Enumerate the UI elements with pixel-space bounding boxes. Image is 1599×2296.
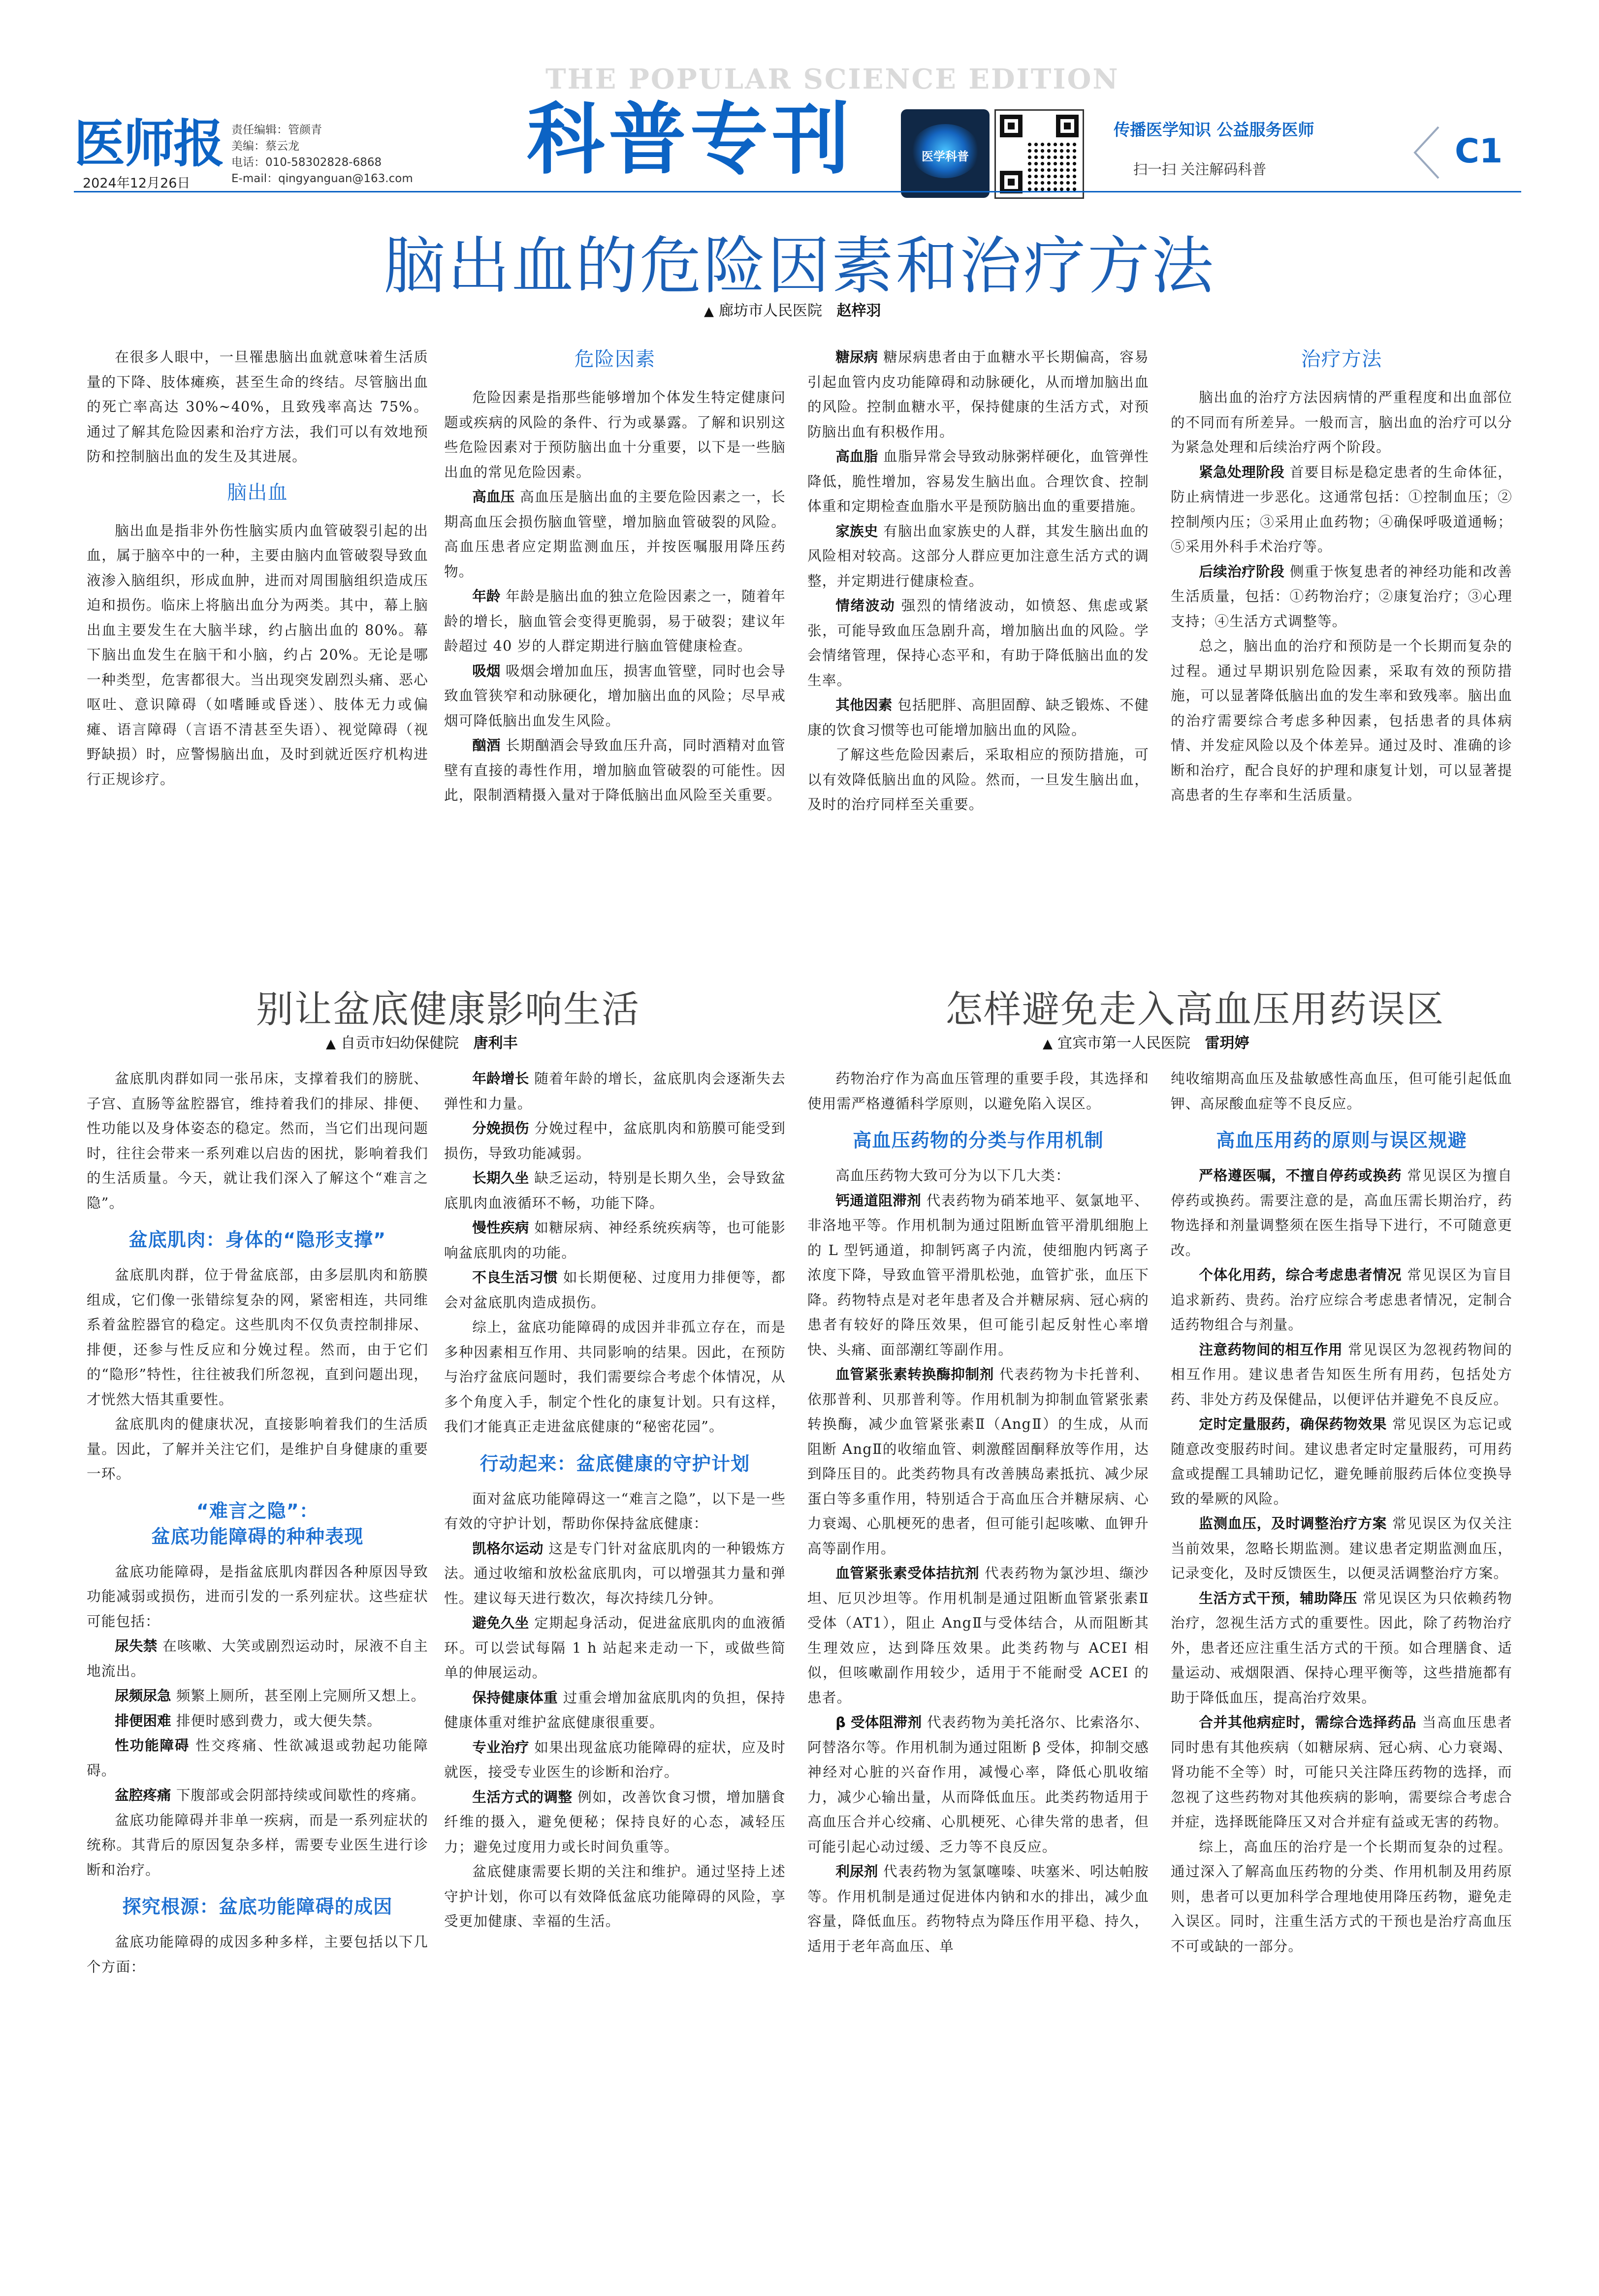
symptom-term: 尿频尿急: [115, 1687, 171, 1704]
principle-term: 严格遵医嘱，不擅自停药或换药: [1199, 1167, 1402, 1184]
plan-desc: 例如，改善饮食习惯，增加膳食纤维的摄入，避免便秘；保持良好的心态，减轻压力；避免过度用力或长时间负重等。: [444, 1788, 786, 1855]
risk-term: 吸烟: [472, 662, 501, 679]
section-heading: “难言之隐”：: [196, 1500, 319, 1522]
risk-desc: 强烈的情绪波动，如愤怒、焦虑或紧张，可能导致血压急剧升高，增加脑出血的风险。学会情绪管理，保持心态平和，有助于降低脑出血的发生率。: [807, 597, 1149, 689]
plan-desc: 如果出现盆底功能障碍的症状，应及时就医，接受专业医生的诊断和治疗。: [444, 1738, 786, 1780]
science-badge-image: [901, 109, 990, 198]
drug-class-term: β 受体阻滞剂: [835, 1714, 922, 1730]
article3-column-2: [1171, 1066, 1512, 1958]
paragraph: 盆底肌肉的健康状况，直接影响着我们的生活质量。因此，了解并关注它们，是维护自身健康的重要一环。: [87, 1415, 428, 1482]
symptom-desc: 下腹部或会阴部持续或间歇性的疼痛。: [176, 1787, 426, 1803]
symptom-desc: 在咳嗽、大笑或剧烈运动时，尿液不自主地流出。: [87, 1637, 428, 1679]
cause-item: [444, 1116, 786, 1165]
principle-item: [1171, 1337, 1512, 1412]
symptom-item: [87, 1733, 428, 1783]
treatment-stage: [1171, 559, 1512, 634]
article3-author: 雷玥婷: [1205, 1035, 1249, 1052]
risk-desc: 吸烟会增加血压，损害血管壁，同时也会导致血管狭窄和动脉硬化，增加脑出血的风险；尽早戒烟可降低脑出血发生风险。: [444, 662, 786, 729]
plan-term: 生活方式的调整: [472, 1788, 573, 1805]
editor-line: 责任编辑：管颜青: [231, 124, 322, 136]
risk-item: [807, 692, 1149, 742]
cause-desc: 随着年龄的增长，盆底肌肉会逐渐失去弹性和力量。: [444, 1070, 786, 1112]
cause-desc: 分娩过程中，盆底肌肉和筋膜可能受到损伤，导致功能减弱。: [444, 1120, 786, 1162]
principle-item: [1171, 1586, 1512, 1710]
drug-class-desc: 代表药物为氢氯噻嗪、呋塞米、吲达帕胺等。作用机制是通过促进体内钠和水的排出，减少血容量，降低血压。药物特点为降压作用平稳、持久，适用于老年高血压、单: [807, 1863, 1149, 1954]
edition-english: THE POPULAR SCIENCE EDITION: [545, 63, 1119, 95]
risk-term: 家族史: [835, 522, 878, 539]
principle-item: [1171, 1262, 1512, 1337]
designer-line: 美编：蔡云龙: [231, 140, 299, 153]
email-line: E-mail：qingyanguan@163.com: [231, 172, 413, 185]
principle-term: 定时定量服药，确保药物效果: [1199, 1415, 1387, 1432]
risk-item: [444, 659, 786, 733]
principle-item: [1171, 1710, 1512, 1834]
risk-term: 酗酒: [472, 737, 501, 754]
cause-term: 长期久坐: [472, 1169, 529, 1186]
section-heading: 探究根源：盆底功能障碍的成因: [122, 1896, 393, 1918]
issue-date: 2024年12月26日: [83, 176, 191, 191]
article2-title: 别让盆底健康影响生活: [256, 987, 640, 1031]
principle-desc: 常见误区为擅自停药或换药。需要注意的是，高血压需长期治疗，药物选择和剂量调整须在医生指导下进行，不可随意更改。: [1171, 1167, 1512, 1258]
drug-class-term: 血管紧张素受体拮抗剂: [835, 1565, 980, 1581]
section-heading: 盆底功能障碍的种种表现: [151, 1525, 364, 1547]
header-rule: [74, 191, 1521, 192]
section-heading: 盆底肌肉：身体的“隐形支撑”: [128, 1229, 386, 1251]
cause-term: 年龄增长: [472, 1070, 529, 1087]
paragraph: 总之，脑出血的治疗和预防是一个长期而复杂的过程。通过早期识别危险因素，采取有效的预防措施，可以显著降低脑出血的发生率和致残率。脑出血的治疗需要综合考虑多种因素，包括患者的具体病情、并发症风险以及个体差异。通过及时、准确的诊断和治疗，配合良好的护理和康复计划，可以显著提高患者的生存率和生活质量。: [1171, 637, 1512, 803]
drug-class-desc: 代表药物为氯沙坦、缬沙坦、厄贝沙坦等。作用机制是通过阻断血管紧张素Ⅱ受体（AT1），阻止 AngⅡ与受体结合，从而阻断其生理效应，达到降压效果。此类药物与 ACEI 相似，但咳嗽副作用较少，适用于不能耐受 ACEI 的患者。: [807, 1565, 1149, 1706]
article1-title: 脑出血的危险因素和治疗方法: [384, 230, 1215, 302]
symptom-desc: 性交疼痛、性欲减退或勃起功能障碍。: [87, 1737, 428, 1779]
section-heading: 高血压用药的原则与误区规避: [1216, 1130, 1467, 1151]
principle-item: [1171, 1412, 1512, 1511]
risk-term: 情绪波动: [835, 597, 895, 614]
risk-item: [444, 584, 786, 659]
cause-term: 慢性疾病: [472, 1219, 529, 1236]
paragraph: 综上，盆底功能障碍的成因并非孤立存在，而是多种因素相互作用、共同影响的结果。因此，在预防与治疗盆底问题时，我们需要综合考虑个体情况，从多个角度入手，制定个性化的康复计划。只有这样，我们才能真正走进盆底健康的“秘密花园”。: [444, 1319, 786, 1435]
risk-desc: 糖尿病患者由于血糖水平长期偏高，容易引起血管内皮功能障碍和动脉硬化，从而增加脑出血的风险。控制血糖水平，保持健康的生活方式，对预防脑出血有积极作用。: [807, 348, 1149, 440]
principle-desc: 常见误区为忽视药物间的相互作用。建议患者告知医生所有用药，包括处方药、非处方药及保健品，以便评估并避免不良反应。: [1171, 1341, 1512, 1408]
stage-desc: 首要目标是稳定患者的生命体征，防止病情进一步恶化。这通常包括：①控制血压；②控制颅内压；③采用止血药物；④确保呼吸道通畅；⑤采用外科手术治疗等。: [1171, 463, 1512, 555]
article2-author: 唐利丰: [473, 1035, 518, 1052]
stage-desc: 侧重于恢复患者的神经功能和改善生活质量，包括：①药物治疗；②康复治疗；③心理支持；④生活方式调整等。: [1171, 563, 1512, 629]
article1-column-2: [444, 345, 786, 808]
drug-class-term: 血管紧张素转换酶抑制剂: [835, 1366, 994, 1383]
paragraph-continued: 纯收缩期高血压及盐敏感性高血压，但可能引起低血钾、高尿酸血症等不良反应。: [1171, 1070, 1512, 1112]
risk-desc: 有脑出血家族史的人群，其发生脑出血的风险相对较高。这部分人群应更加注意生活方式的调整，并定期进行健康检查。: [807, 522, 1149, 589]
page-number: C1: [1455, 132, 1503, 171]
plan-desc: 过重会增加盆底肌肉的负担，保持健康体重对维护盆底健康很重要。: [444, 1689, 786, 1730]
risk-item: [444, 733, 786, 808]
cause-desc: 缺乏运动，特别是长期久坐，会导致盆底肌肉血液循环不畅，功能下降。: [444, 1169, 786, 1211]
slogan-primary: 传播医学知识 公益服务医师: [1114, 120, 1314, 139]
section-heading: 脑出血: [227, 481, 288, 504]
plan-item: [444, 1785, 786, 1859]
risk-desc: 长期酗酒会导致血压升高，同时酒精对血管壁有直接的毒性作用，增加脑血管破裂的可能性。因此，限制酒精摄入量对于降低脑出血风险至关重要。: [444, 737, 786, 803]
article3-byline: [1043, 1031, 1249, 1052]
article1-column-3: [807, 345, 1149, 817]
cause-desc: 如糖尿病、神经系统疾病等，也可能影响盆底肌肉的功能。: [444, 1219, 786, 1261]
paragraph: 盆底功能障碍的成因多种多样，主要包括以下几个方面：: [87, 1933, 428, 1975]
article1-byline: [704, 298, 881, 320]
section-heading: 危险因素: [574, 348, 656, 371]
paragraph: 盆底功能障碍并非单一疾病，而是一系列症状的统称。其背后的原因复杂多样，需要专业医生进行诊断和治疗。: [87, 1811, 428, 1878]
treatment-stage: [1171, 460, 1512, 559]
principle-term: 注意药物间的相互作用: [1199, 1341, 1343, 1358]
plan-term: 专业治疗: [472, 1738, 529, 1756]
cause-term: 分娩损伤: [472, 1120, 529, 1136]
drug-class-item: [807, 1362, 1149, 1561]
chevron-left-icon: [1408, 123, 1447, 182]
article2-column-1: [87, 1066, 428, 1979]
paragraph: 高血压药物大致可分为以下几大类：: [835, 1167, 1070, 1184]
paragraph: 盆底健康需要长期的关注和维护。通过坚持上述守护计划，你可以有效降低盆底功能障碍的风险，享受更加健康、幸福的生活。: [444, 1863, 786, 1929]
editor-info: [231, 122, 413, 187]
principle-item: [1171, 1511, 1512, 1586]
symptom-term: 盆腔疼痛: [115, 1787, 171, 1803]
risk-term: 其他因素: [835, 696, 893, 713]
paragraph: 盆底功能障碍，是指盆底肌肉群因各种原因导致功能减弱或损伤，进而引发的一系列症状。这些症状可能包括：: [87, 1563, 428, 1630]
symptom-desc: 频繁上厕所，甚至刚上完厕所又想上。: [176, 1687, 426, 1704]
article2-byline: [326, 1031, 518, 1052]
drug-class-term: 钙通道阻滞剂: [835, 1192, 922, 1209]
principle-desc: 常见误区为盲目追求新药、贵药。治疗应综合考虑患者情况，定制合适药物组合与剂量。: [1171, 1266, 1512, 1333]
plan-item: [444, 1610, 786, 1685]
symptom-item: [87, 1708, 428, 1733]
article2-org: 自贡市妇幼保健院: [341, 1035, 459, 1052]
risk-desc: 年龄是脑出血的独立危险因素之一，随着年龄的增长，脑血管会变得更脆弱，易于破裂；建议年龄超过 40 岁的人群定期进行脑血管健康检查。: [444, 588, 786, 654]
risk-term: 年龄: [472, 588, 501, 604]
plan-term: 避免久坐: [472, 1614, 529, 1631]
slogan-scan: 扫一扫 关注解码科普: [1133, 161, 1267, 178]
principle-item: [1171, 1163, 1512, 1262]
risk-item: [807, 345, 1149, 444]
principle-term: 个体化用药，综合考虑患者情况: [1199, 1266, 1402, 1283]
section-heading: 行动起来：盆底健康的守护计划: [480, 1452, 750, 1475]
plan-item: [444, 1536, 786, 1611]
article1-intro: 在很多人眼中，一旦罹患脑出血就意味着生活质量的下降、肢体瘫痪，甚至生命的终结。尽管脑出血的死亡率高达 30%~40%，且致残率高达 75%。通过了解其危险因素和治疗方法，我们可以有效地预防和控制脑出血的发生及其进展。: [87, 348, 428, 465]
principle-term: 生活方式干预，辅助降压: [1199, 1589, 1358, 1606]
paragraph: 盆底肌肉群如同一张吊床，支撑着我们的膀胱、子宫、直肠等盆腔器官，维持着我们的排尿、排便、性功能以及身体姿态的稳定。然而，当它们出现问题时，往往会带来一系列难以启齿的困扰，影响着我们的生活质量。今天，就让我们深入了解这个“难言之隐”。: [87, 1070, 428, 1211]
phone-line: 电话：010-58302828-6868: [231, 156, 382, 169]
risk-item: [807, 593, 1149, 692]
section-heading: 治疗方法: [1301, 348, 1382, 371]
drug-class-item: [807, 1859, 1149, 1958]
drug-class-term: 利尿剂: [835, 1863, 878, 1880]
risk-item: [444, 484, 786, 584]
masthead-title: 科普专刊: [527, 94, 854, 185]
article3-org: 宜宾市第一人民医院: [1057, 1035, 1190, 1052]
cause-item: [444, 1066, 786, 1116]
drug-class-item: [807, 1561, 1149, 1710]
section-heading: 高血压药物的分类与作用机制: [853, 1130, 1104, 1151]
cause-item: [444, 1165, 786, 1215]
cause-term: 不良生活习惯: [472, 1269, 558, 1286]
paragraph: 脑出血的治疗方法因病情的严重程度和出血部位的不同而有所差异。一般而言，脑出血的治疗可以分为紧急处理和后续治疗两个阶段。: [1171, 389, 1512, 455]
symptom-term: 性功能障碍: [115, 1737, 190, 1754]
article1-column-1: [87, 345, 428, 791]
paragraph: 面对盆底功能障碍这一“难言之隐”，以下是一些有效的守护计划，帮助你保持盆底健康：: [444, 1490, 786, 1532]
plan-desc: 定期起身活动，促进盆底肌肉的血液循环。可以尝试每隔 1 h 站起来走动一下，或做些简单的伸展运动。: [444, 1614, 786, 1681]
stage-term: 紧急处理阶段: [1199, 463, 1285, 480]
risk-desc: 包括肥胖、高胆固醇、缺乏锻炼、不健康的饮食习惯等也可能增加脑出血的风险。: [807, 696, 1149, 738]
triangle-icon: ▲: [326, 1037, 336, 1051]
symptom-item: [87, 1783, 428, 1808]
cause-item: [444, 1215, 786, 1265]
drug-class-item: [807, 1710, 1149, 1859]
paragraph: 综上，高血压的治疗是一个长期而复杂的过程。通过深入了解高血压药物的分类、作用机制及用药原则，患者可以更加科学合理地使用降压药物，避免走入误区。同时，注重生活方式的干预也是治疗高血压不可或缺的一部分。: [1171, 1838, 1512, 1954]
paragraph: 了解这些危险因素后，采取相应的预防措施，可以有效降低脑出血的风险。然而，一旦发生脑出血，及时的治疗同样至关重要。: [807, 746, 1149, 813]
paragraph: 盆底肌肉群，位于骨盆底部，由多层肌肉和筋膜组成，它们像一张错综复杂的网，紧密相连，共同维系着盆腔器官的稳定。这些肌肉不仅负责控制排尿、排便，还参与性反应和分娩过程。然而，由于它们的“隐形”特性，往往被我们所忽视，直到问题出现，才恍然大悟其重要性。: [87, 1266, 428, 1408]
newspaper-logo: 医师报: [74, 114, 224, 174]
risk-term: 高血压: [472, 488, 515, 505]
article3-column-1: [807, 1066, 1149, 1958]
article1-author: 赵梓羽: [836, 302, 881, 319]
drug-class-desc: 代表药物为美托洛尔、比索洛尔、阿替洛尔等。作用机制为通过阻断 β 受体，抑制交感神经对心脏的兴奋作用，减慢心率，降低心肌收缩力，减少心输出量，从而降低血压。此类药物适用于高血压合并心绞痛、心肌梗死、心律失常的患者，但可能引起心动过缓、乏力等不良反应。: [807, 1714, 1149, 1855]
article3-title: 怎样避免走入高血压用药误区: [945, 987, 1444, 1031]
drug-class-desc: 代表药物为硝苯地平、氨氯地平、非洛地平等。作用机制为通过阻断血管平滑肌细胞上的 L 型钙通道，抑制钙离子内流，使细胞内钙离子浓度下降，导致血管平滑肌松弛，血管扩张，血压下降。药物特点是对老年患者及合并糖尿病、冠心病的患者有较好的降压效果，但可能引起反射性心率增快、头痛、面部潮红等副作用。: [807, 1192, 1149, 1358]
article1-column-4: [1171, 345, 1512, 808]
symptom-item: [87, 1634, 428, 1683]
principle-desc: 常见误区为忘记或随意改变服药时间。建议患者定时定量服药，可用药盒或提醒工具辅助记忆，避免睡前服药后体位变换导致的晕厥的风险。: [1171, 1415, 1512, 1507]
symptom-term: 尿失禁: [115, 1637, 158, 1654]
principle-term: 合并其他病症时，需综合选择药品: [1199, 1714, 1417, 1730]
article1-naochuxue-body: 脑出血是指非外伤性脑实质内血管破裂引起的出血，属于脑卒中的一种，主要由脑内血管破裂导致血液渗入脑组织，形成血肿，进而对周围脑组织造成压迫和损伤。临床上将脑出血分为两类。其中，幕上脑出血主要发生在大脑半球，约占脑出血的 80%。幕下脑出血发生在脑干和小脑，约占 20%。无论是哪一种类型，危害都很大。当出现突发剧烈头痛、恶心呕吐、意识障碍（如嗜睡或昏迷）、肢体无力或偏瘫、语言障碍（言语不清甚至失语）、视觉障碍（视野缺损）时，应警惕脑出血，及时到就近医疗机构进行正规诊疗。: [87, 522, 428, 787]
article2-column-2: [444, 1066, 786, 1934]
risk-desc: 高血压是脑出血的主要危险因素之一，长期高血压会损伤脑血管壁，增加脑血管破裂的风险。高血压患者应定期监测血压，并按医嘱服用降压药物。: [444, 488, 786, 580]
paragraph: 药物治疗作为高血压管理的重要手段，其选择和使用需严格遵循科学原则，以避免陷入误区。: [807, 1070, 1149, 1112]
risk-term: 高血脂: [835, 448, 878, 465]
cause-item: [444, 1265, 786, 1315]
plan-item: [444, 1735, 786, 1785]
plan-item: [444, 1685, 786, 1735]
paragraph: 危险因素是指那些能够增加个体发生特定健康问题或疾病的风险的条件、行为或暴露。了解和识别这些危险因素对于预防脑出血十分重要，以下是一些脑出血的常见危险因素。: [444, 389, 786, 480]
symptom-item: [87, 1683, 428, 1708]
principle-desc: 当高血压患者同时患有其他疾病（如糖尿病、冠心病、心力衰竭、肾功能不全等）时，可能只关注降压药物的选择，而忽视了这些药物对其他疾病的影响，需要综合考虑合并症，选择既能降压又对合并症有益或无害的药物。: [1171, 1714, 1512, 1830]
article1-org: 廊坊市人民医院: [719, 302, 822, 319]
science-badge-text: 医学科普: [922, 150, 969, 163]
drug-class-desc: 代表药物为卡托普利、依那普利、贝那普利等。作用机制为抑制血管紧张素转换酶，减少血管紧张素Ⅱ（AngⅡ）的生成，从而阻断 AngⅡ的收缩血管、刺激醛固酮释放等作用，达到降压目的。此类药物具有改善胰岛素抵抗、减少尿蛋白等多重作用，特别适合于高血压合并糖尿病、心力衰竭、心肌梗死的患者，但可能引起咳嗽、血钾升高等副作用。: [807, 1366, 1149, 1557]
plan-desc: 这是专门针对盆底肌肉的一种锻炼方法。通过收缩和放松盆底肌肉，可以增强其力量和弹性。建议每天进行数次，每次持续几分钟。: [444, 1540, 786, 1606]
drug-class-item: [807, 1188, 1149, 1362]
qr-code[interactable]: [994, 109, 1084, 199]
stage-term: 后续治疗阶段: [1199, 563, 1285, 580]
risk-desc: 血脂异常会导致动脉粥样硬化，血管弹性降低，脆性增加，容易发生脑出血。合理饮食、控制体重和定期检查血脂水平是预防脑出血的重要措施。: [807, 448, 1149, 514]
symptom-term: 排便困难: [115, 1712, 171, 1729]
principle-term: 监测血压，及时调整治疗方案: [1199, 1515, 1387, 1532]
risk-term: 糖尿病: [835, 348, 878, 365]
principle-desc: 常见误区为仅关注当前效果，忽略长期监测。建议患者定期监测血压，记录变化，及时反馈医生，以便灵活调整治疗方案。: [1171, 1515, 1512, 1581]
principle-desc: 常见误区为只依赖药物治疗，忽视生活方式的重要性。因此，除了药物治疗外，患者还应注重生活方式的干预。如合理膳食、适量运动、戒烟限酒、保持心理平衡等，这些措施都有助于降低血压，提高治疗效果。: [1171, 1589, 1512, 1706]
plan-term: 凯格尔运动: [472, 1540, 544, 1557]
symptom-desc: 排便时感到费力，或大便失禁。: [176, 1712, 382, 1729]
plan-term: 保持健康体重: [472, 1689, 558, 1706]
triangle-icon: ▲: [1043, 1037, 1053, 1051]
cause-desc: 如长期便秘、过度用力排便等，都会对盆底肌肉造成损伤。: [444, 1269, 786, 1311]
risk-item: [807, 444, 1149, 519]
triangle-icon: ▲: [704, 304, 714, 319]
risk-item: [807, 519, 1149, 594]
